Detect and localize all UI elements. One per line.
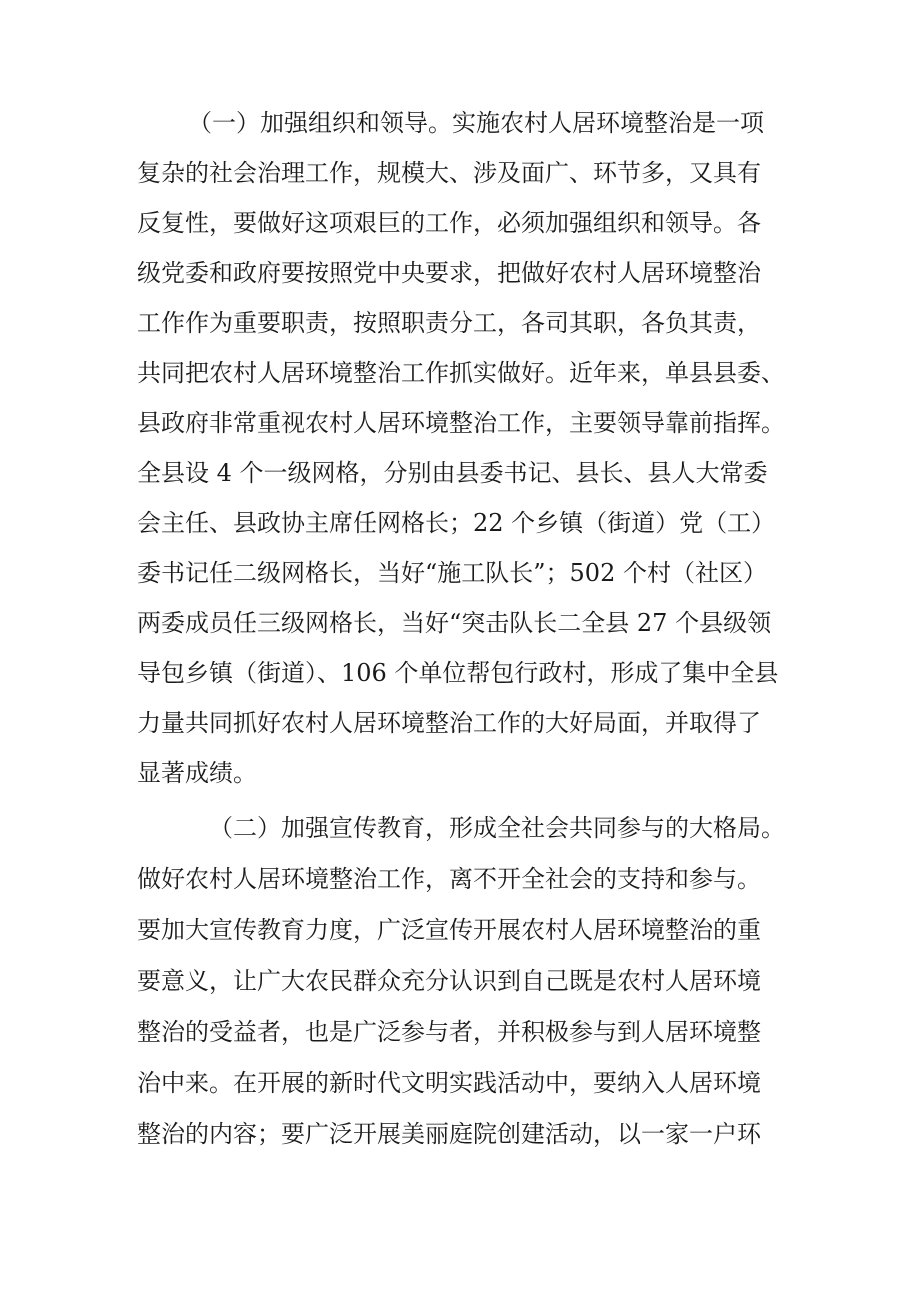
paragraph-2-line: 治中来。在开展的新时代文明实践活动中，要纳入人居环境 bbox=[137, 1069, 761, 1097]
paragraph-2-line: （二）加强宣传教育，形成全社会共同参与的大格局。 bbox=[209, 814, 785, 842]
paragraph-1-line: 两委成员任三级网格长，当好“突击队长二全县 27 个县级领 bbox=[137, 609, 772, 637]
paragraph-2-line: 要意义，让广大农民群众充分认识到自己既是农村人居环境 bbox=[137, 967, 761, 995]
paragraph-1-line: 会主任、县政协主席任网格长；22 个乡镇（街道）党（工） bbox=[137, 509, 776, 537]
paragraph-1-line: 力量共同抓好农村人居环境整治工作的大好局面，并取得了 bbox=[137, 709, 761, 737]
paragraph-1-line: 全县设 4 个一级网格，分别由县委书记、县长、县人大常委 bbox=[137, 459, 768, 487]
paragraph-1-line: 县政府非常重视农村人居环境整治工作，主要领导靠前指挥。 bbox=[137, 409, 785, 437]
paragraph-1-line: 级党委和政府要按照党中央要求，把做好农村人居环境整治 bbox=[137, 259, 761, 287]
paragraph-2-line: 整治的内容；要广泛开展美丽庭院创建活动，以一家一户环 bbox=[137, 1120, 761, 1148]
paragraph-2-line: 整治的受益者，也是广泛参与者，并积极参与到人居环境整 bbox=[137, 1018, 761, 1046]
paragraph-1-line: 显著成绩。 bbox=[137, 759, 257, 787]
paragraph-2-line: 做好农村人居环境整治工作，离不开全社会的支持和参与。 bbox=[137, 865, 761, 893]
paragraph-1-line: 导包乡镇（街道）、106 个单位帮包行政村，形成了集中全县 bbox=[137, 659, 779, 687]
paragraph-1-line: 复杂的社会治理工作，规模大、涉及面广、环节多，又具有 bbox=[137, 159, 761, 187]
paragraph-1-line: 工作作为重要职责，按照职责分工，各司其职，各负其责， bbox=[137, 309, 761, 337]
paragraph-1-line: 反复性，要做好这项艰巨的工作，必须加强组织和领导。各 bbox=[137, 209, 761, 237]
paragraph-2-line: 要加大宣传教育力度，广泛宣传开展农村人居环境整治的重 bbox=[137, 916, 761, 944]
paragraph-1-line: 共同把农村人居环境整治工作抓实做好。近年来，单县县委、 bbox=[137, 359, 785, 387]
paragraph-1-line: （一）加强组织和领导。实施农村人居环境整治是一项 bbox=[188, 109, 764, 137]
paragraph-1-line: 委书记任二级网格长，当好“施工队长”；502 个村（社区） bbox=[137, 559, 767, 587]
